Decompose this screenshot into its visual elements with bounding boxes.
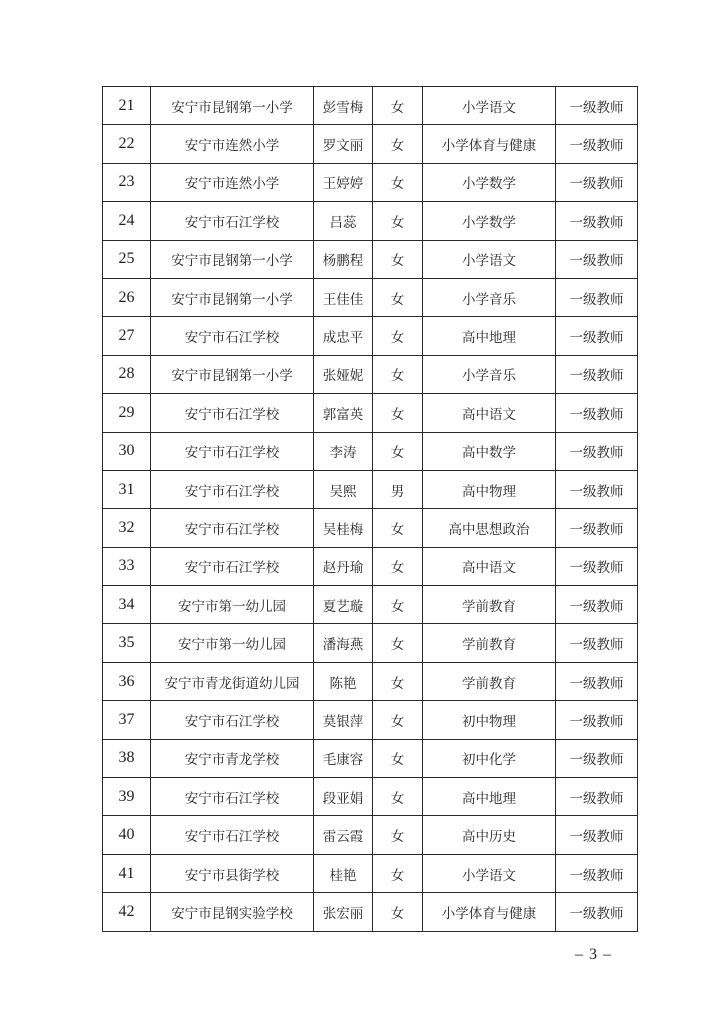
school-cell: 安宁市昆钢第一小学 xyxy=(151,355,314,393)
title-cell: 一级教师 xyxy=(556,586,638,624)
gender-cell: 女 xyxy=(373,317,423,355)
row-number-cell: 41 xyxy=(103,854,151,892)
table-row xyxy=(103,701,638,739)
row-number-cell: 31 xyxy=(103,470,151,508)
title-cell: 一级教师 xyxy=(556,816,638,854)
teacher-name-cell: 陈艳 xyxy=(314,662,373,700)
subject-cell: 小学语文 xyxy=(423,854,556,892)
subject-cell: 高中物理 xyxy=(423,470,556,508)
table-row xyxy=(103,125,638,163)
title-cell: 一级教师 xyxy=(556,701,638,739)
table-row xyxy=(103,202,638,240)
subject-cell: 高中地理 xyxy=(423,778,556,816)
school-cell: 安宁市石江学校 xyxy=(151,509,314,547)
gender-cell: 男 xyxy=(373,470,423,508)
subject-cell: 学前教育 xyxy=(423,586,556,624)
teacher-name-cell: 杨鹏程 xyxy=(314,240,373,278)
school-cell: 安宁市石江学校 xyxy=(151,701,314,739)
gender-cell: 女 xyxy=(373,816,423,854)
table-row xyxy=(103,547,638,585)
title-cell: 一级教师 xyxy=(556,394,638,432)
table-row xyxy=(103,163,638,201)
title-cell: 一级教师 xyxy=(556,470,638,508)
title-cell: 一级教师 xyxy=(556,163,638,201)
gender-cell: 女 xyxy=(373,854,423,892)
school-cell: 安宁市昆钢第一小学 xyxy=(151,278,314,316)
subject-cell: 小学数学 xyxy=(423,202,556,240)
row-number-cell: 32 xyxy=(103,509,151,547)
row-number-cell: 33 xyxy=(103,547,151,585)
school-cell: 安宁市昆钢第一小学 xyxy=(151,87,314,125)
table-row xyxy=(103,854,638,892)
school-cell: 安宁市石江学校 xyxy=(151,778,314,816)
teacher-name-cell: 段亚娟 xyxy=(314,778,373,816)
gender-cell: 女 xyxy=(373,701,423,739)
gender-cell: 女 xyxy=(373,432,423,470)
table-row xyxy=(103,662,638,700)
school-cell: 安宁市第一幼儿园 xyxy=(151,586,314,624)
gender-cell: 女 xyxy=(373,202,423,240)
school-cell: 安宁市石江学校 xyxy=(151,317,314,355)
teacher-name-cell: 吕蕊 xyxy=(314,202,373,240)
row-number-cell: 29 xyxy=(103,394,151,432)
teacher-name-cell: 吴桂梅 xyxy=(314,509,373,547)
gender-cell: 女 xyxy=(373,509,423,547)
table-row xyxy=(103,355,638,393)
school-cell: 安宁市连然小学 xyxy=(151,163,314,201)
teacher-name-cell: 王佳佳 xyxy=(314,278,373,316)
table-row xyxy=(103,278,638,316)
row-number-cell: 39 xyxy=(103,778,151,816)
gender-cell: 女 xyxy=(373,739,423,777)
teacher-name-cell: 莫银萍 xyxy=(314,701,373,739)
gender-cell: 女 xyxy=(373,125,423,163)
title-cell: 一级教师 xyxy=(556,240,638,278)
school-cell: 安宁市昆钢第一小学 xyxy=(151,240,314,278)
teacher-name-cell: 赵丹瑜 xyxy=(314,547,373,585)
gender-cell: 女 xyxy=(373,547,423,585)
page-number: – 3 – xyxy=(575,946,612,963)
teacher-name-cell: 潘海燕 xyxy=(314,624,373,662)
teacher-name-cell: 雷云霞 xyxy=(314,816,373,854)
subject-cell: 学前教育 xyxy=(423,624,556,662)
subject-cell: 小学体育与健康 xyxy=(423,893,556,931)
title-cell: 一级教师 xyxy=(556,662,638,700)
row-number-cell: 36 xyxy=(103,662,151,700)
subject-cell: 高中历史 xyxy=(423,816,556,854)
school-cell: 安宁市石江学校 xyxy=(151,202,314,240)
teacher-name-cell: 吴熙 xyxy=(314,470,373,508)
row-number-cell: 25 xyxy=(103,240,151,278)
title-cell: 一级教师 xyxy=(556,317,638,355)
row-number-cell: 37 xyxy=(103,701,151,739)
gender-cell: 女 xyxy=(373,586,423,624)
gender-cell: 女 xyxy=(373,163,423,201)
row-number-cell: 30 xyxy=(103,432,151,470)
subject-cell: 高中思想政治 xyxy=(423,509,556,547)
title-cell: 一级教师 xyxy=(556,509,638,547)
gender-cell: 女 xyxy=(373,624,423,662)
title-cell: 一级教师 xyxy=(556,624,638,662)
gender-cell: 女 xyxy=(373,394,423,432)
row-number-cell: 23 xyxy=(103,163,151,201)
table-row xyxy=(103,739,638,777)
gender-cell: 女 xyxy=(373,87,423,125)
subject-cell: 初中化学 xyxy=(423,739,556,777)
title-cell: 一级教师 xyxy=(556,547,638,585)
subject-cell: 小学语文 xyxy=(423,240,556,278)
subject-cell: 小学音乐 xyxy=(423,355,556,393)
table-row xyxy=(103,394,638,432)
title-cell: 一级教师 xyxy=(556,778,638,816)
teacher-name-cell: 彭雪梅 xyxy=(314,87,373,125)
row-number-cell: 34 xyxy=(103,586,151,624)
subject-cell: 初中物理 xyxy=(423,701,556,739)
teacher-name-cell: 成忠平 xyxy=(314,317,373,355)
row-number-cell: 35 xyxy=(103,624,151,662)
gender-cell: 女 xyxy=(373,778,423,816)
school-cell: 安宁市青龙街道幼儿园 xyxy=(151,662,314,700)
table-row xyxy=(103,624,638,662)
gender-cell: 女 xyxy=(373,662,423,700)
subject-cell: 高中语文 xyxy=(423,547,556,585)
teacher-name-cell: 桂艳 xyxy=(314,854,373,892)
teacher-name-cell: 张宏丽 xyxy=(314,893,373,931)
title-cell: 一级教师 xyxy=(556,432,638,470)
table-row xyxy=(103,586,638,624)
subject-cell: 小学音乐 xyxy=(423,278,556,316)
table-row xyxy=(103,778,638,816)
title-cell: 一级教师 xyxy=(556,854,638,892)
title-cell: 一级教师 xyxy=(556,893,638,931)
school-cell: 安宁市第一幼儿园 xyxy=(151,624,314,662)
title-cell: 一级教师 xyxy=(556,202,638,240)
table-row xyxy=(103,432,638,470)
gender-cell: 女 xyxy=(373,278,423,316)
gender-cell: 女 xyxy=(373,355,423,393)
title-cell: 一级教师 xyxy=(556,278,638,316)
table-row xyxy=(103,87,638,125)
school-cell: 安宁市县街学校 xyxy=(151,854,314,892)
teacher-name-cell: 李涛 xyxy=(314,432,373,470)
school-cell: 安宁市青龙学校 xyxy=(151,739,314,777)
gender-cell: 女 xyxy=(373,893,423,931)
row-number-cell: 28 xyxy=(103,355,151,393)
subject-cell: 高中语文 xyxy=(423,394,556,432)
row-number-cell: 42 xyxy=(103,893,151,931)
teacher-name-cell: 夏艺璇 xyxy=(314,586,373,624)
row-number-cell: 22 xyxy=(103,125,151,163)
row-number-cell: 21 xyxy=(103,87,151,125)
teacher-name-cell: 罗文丽 xyxy=(314,125,373,163)
row-number-cell: 38 xyxy=(103,739,151,777)
subject-cell: 小学语文 xyxy=(423,87,556,125)
row-number-cell: 24 xyxy=(103,202,151,240)
row-number-cell: 40 xyxy=(103,816,151,854)
table-row xyxy=(103,470,638,508)
subject-cell: 学前教育 xyxy=(423,662,556,700)
title-cell: 一级教师 xyxy=(556,739,638,777)
table-row xyxy=(103,509,638,547)
gender-cell: 女 xyxy=(373,240,423,278)
table-row xyxy=(103,317,638,355)
subject-cell: 高中地理 xyxy=(423,317,556,355)
school-cell: 安宁市石江学校 xyxy=(151,432,314,470)
teacher-roster-table xyxy=(102,86,638,932)
table-row xyxy=(103,240,638,278)
teacher-name-cell: 王婷婷 xyxy=(314,163,373,201)
school-cell: 安宁市石江学校 xyxy=(151,547,314,585)
school-cell: 安宁市连然小学 xyxy=(151,125,314,163)
school-cell: 安宁市石江学校 xyxy=(151,816,314,854)
subject-cell: 小学体育与健康 xyxy=(423,125,556,163)
row-number-cell: 27 xyxy=(103,317,151,355)
row-number-cell: 26 xyxy=(103,278,151,316)
title-cell: 一级教师 xyxy=(556,87,638,125)
title-cell: 一级教师 xyxy=(556,355,638,393)
teacher-name-cell: 郭富英 xyxy=(314,394,373,432)
title-cell: 一级教师 xyxy=(556,125,638,163)
school-cell: 安宁市石江学校 xyxy=(151,394,314,432)
school-cell: 安宁市石江学校 xyxy=(151,470,314,508)
table-row xyxy=(103,893,638,931)
table-row xyxy=(103,816,638,854)
teacher-name-cell: 张娅妮 xyxy=(314,355,373,393)
school-cell: 安宁市昆钢实验学校 xyxy=(151,893,314,931)
table-body xyxy=(103,87,638,932)
subject-cell: 小学数学 xyxy=(423,163,556,201)
subject-cell: 高中数学 xyxy=(423,432,556,470)
teacher-name-cell: 毛康容 xyxy=(314,739,373,777)
